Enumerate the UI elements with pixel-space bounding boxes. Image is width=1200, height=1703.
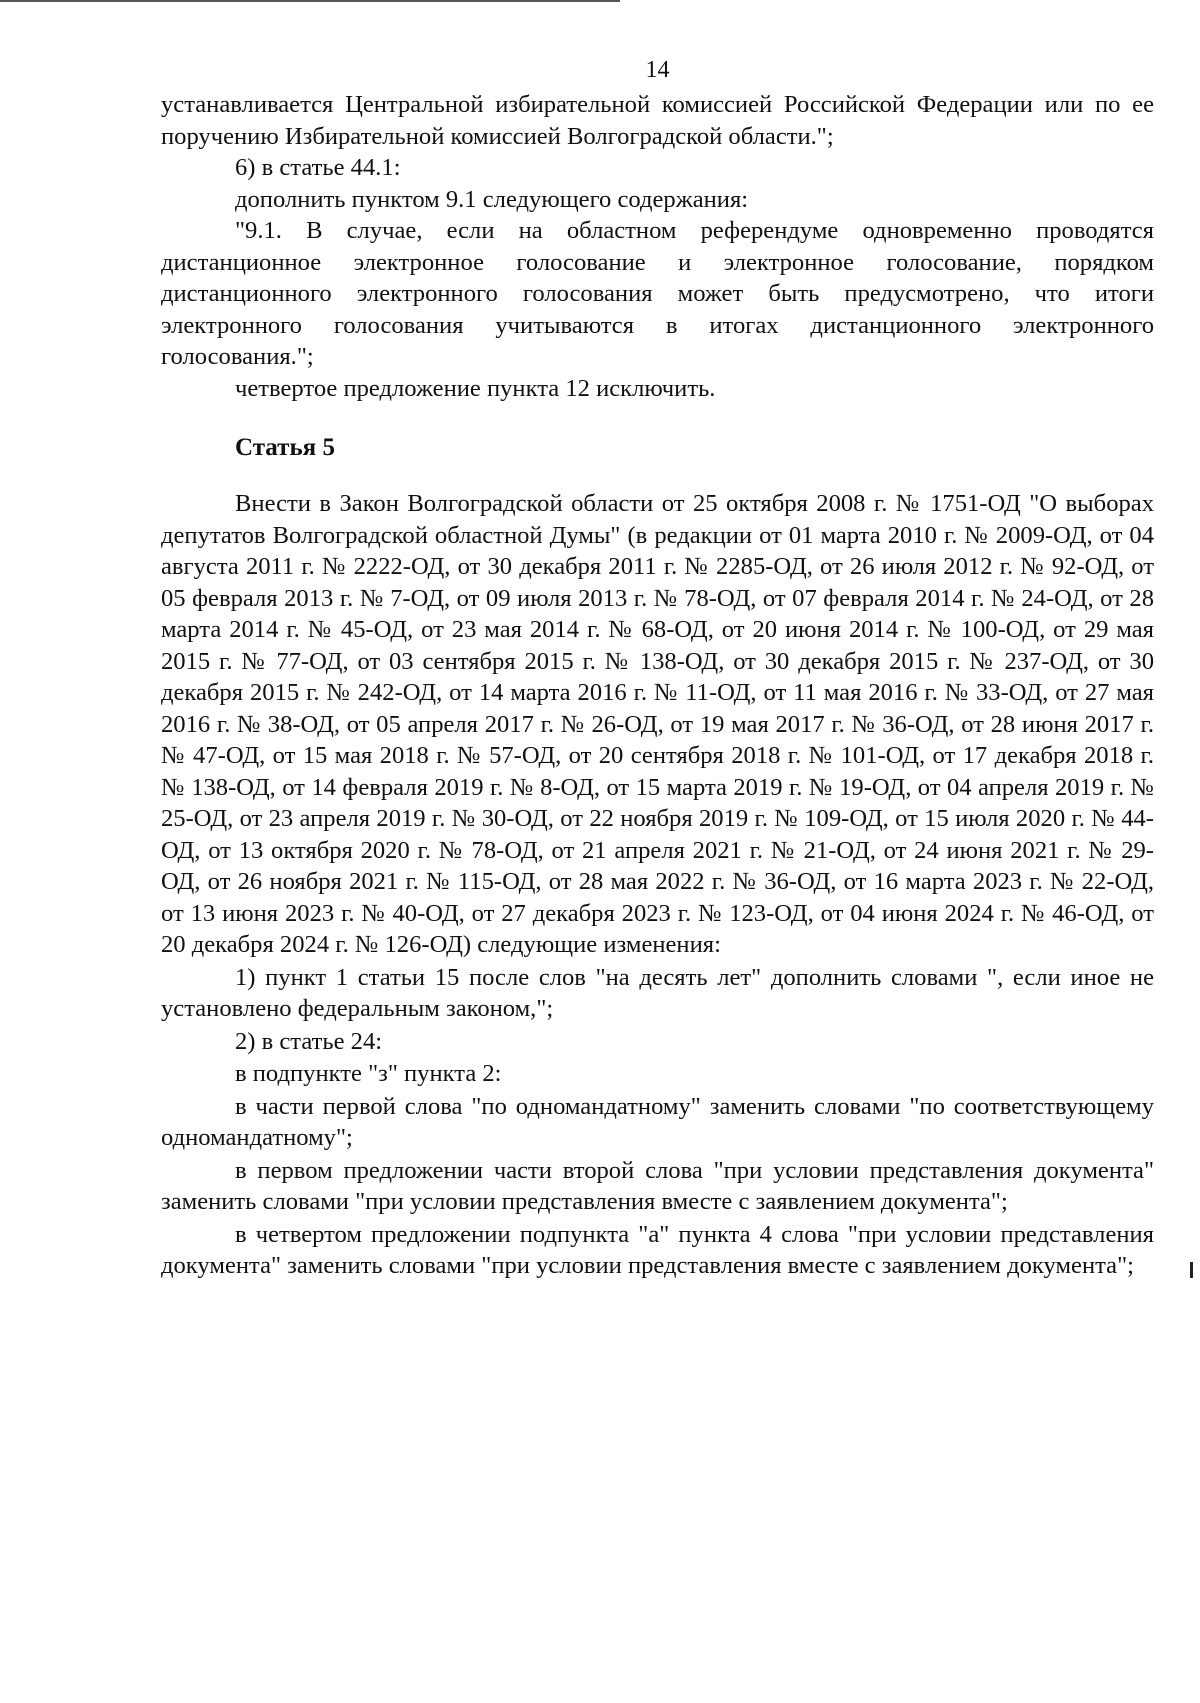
- paragraph-subclause-a: в четвертом предложении подпункта "а" пункта 4 слова "при условии представления документа" заменить словами "при условии представления вместе с заявлением документа";: [161, 1220, 1154, 1279]
- page-number: 14: [645, 57, 670, 83]
- paragraph-exclude-sentence: четвертое предложение пункта 12 исключить.: [235, 374, 716, 402]
- paragraph-part-one: в части первой слова "по одномандатному" заменить словами "по соответствующему одномандатному";: [161, 1092, 1154, 1151]
- article-heading: Статья 5: [235, 434, 335, 461]
- paragraph-item-1: 1) пункт 1 статьи 15 после слов "на десять лет" дополнить словами ", если иное не установлено федеральным законом,";: [161, 963, 1154, 1022]
- paragraph-amend-law: Внести в Закон Волгоградской области от 25 октября 2008 г. № 1751-ОД "О выборах депутатов Волгоградской областной Думы" (в редакции от 01 марта 2010 г. № 2009-ОД, от 04 августа 2011 г. № 2222-ОД, от 30 декабря 2011 г. № 2285-ОД, от 26 июля 2012 г. № 92-ОД, от 05 февраля 2013 г. № 7-ОД, от 09 июля 2013 г. № 78-ОД, от 07 февраля 2014 г. № 24-ОД, от 28 марта 2014 г. № 45-ОД, от 23 мая 2014 г. № 68-ОД, от 20 июня 2014 г. № 100-ОД, от 29 мая 2015 г. № 77-ОД, от 03 сентября 2015 г. № 138-ОД, от 30 декабря 2015 г. № 237-ОД, от 30 декабря 2015 г. № 242-ОД, от 14 марта 2016 г. № 11-ОД, от 11 мая 2016 г. № 33-ОД, от 27 мая 2016 г. № 38-ОД, от 05 апреля 2017 г. № 26-ОД, от 19 мая 2017 г. № 36-ОД, от 28 июня 2017 г. № 47-ОД, от 15 мая 2018 г. № 57-ОД, от 20 сентября 2018 г. № 101-ОД, от 17 декабря 2018 г. № 138-ОД, от 14 февраля 2019 г. № 8-ОД, от 15 марта 2019 г. № 19-ОД, от 04 апреля 2019 г. № 25-ОД, от 23 апреля 2019 г. № 30-ОД, от 22 ноября 2019 г. № 109-ОД, от 15 июля 2020 г. № 44-ОД, от 13 октября 2020 г. № 78-ОД, от 21 апреля 2021 г. № 21-ОД, от 24 июня 2021 г. № 29-ОД, от 26 ноября 2021 г. № 115-ОД, от 28 мая 2022 г. № 36-ОД, от 16 марта 2023 г. № 22-ОД, от 13 июня 2023 г. № 40-ОД, от 27 декабря 2023 г. № 123-ОД, от 04 июня 2024 г. № 46-ОД, от 20 декабря 2024 г. № 126-ОД) следующие изменения:: [161, 490, 1154, 958]
- paragraph-continuation: устанавливается Центральной избирательной комиссией Российской Федерации или по ее поручению Избирательной комиссией Волгоградской области.";: [161, 91, 1154, 150]
- paragraph-item-6: 6) в статье 44.1:: [235, 154, 401, 181]
- paragraph-subclause-z: в подпункте "з" пункта 2:: [235, 1060, 502, 1087]
- scan-margin-mark: [1190, 1262, 1193, 1278]
- paragraph-add-clause: дополнить пунктом 9.1 следующего содержания:: [235, 185, 749, 213]
- paragraph-clause-9-1: "9.1. В случае, если на областном референдуме одновременно проводятся дистанционное электронное голосование и электронное голосование, порядком дистанционного электронного голосования может быть предусмотрено, что итоги электронного голосования учитываются в итогах дистанционного электронного голосования.";: [161, 217, 1154, 370]
- paragraph-item-2: 2) в статье 24:: [235, 1027, 383, 1055]
- paragraph-part-two: в первом предложении части второй слова "при условии представления документа" заменить словами "при условии представления вместе с заявлением документа";: [161, 1156, 1154, 1215]
